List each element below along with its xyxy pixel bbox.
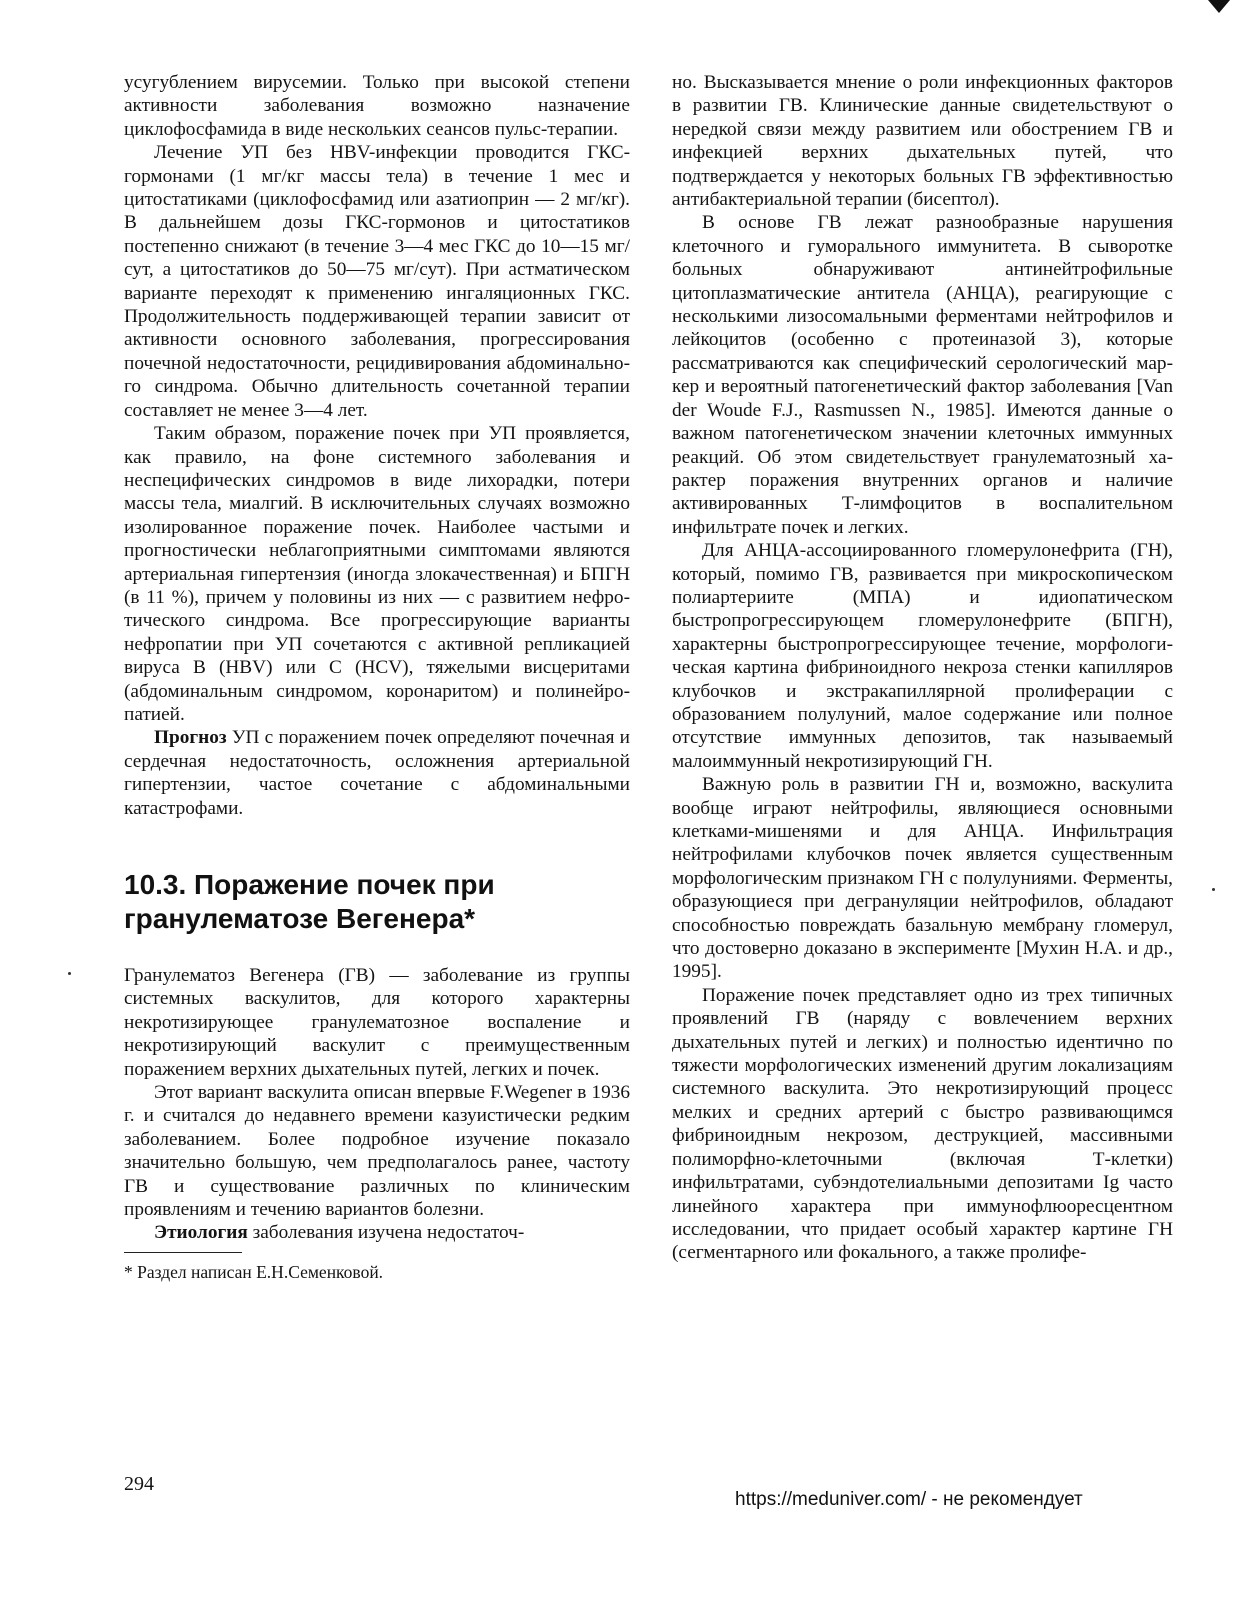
paragraph: Поражение почек представляет одно из трех типичных проявлений ГВ (наряду с вовлечением верхних дыхательных путей и легких) и полностью идентично по тяжести морфологических изменений другим локализациям системного васкулита. Это некротизирующий процесс мелких и средних артерий с быстро развивающимся фибриноидным некрозом, деструкцией, массивными полиморфно-клеточными (включая Т-клетки) инфильтратами, субэндотелиальными депозитами Ig часто линейного характера при иммунофлюоресцентном исследовании, что придает особый характер картине ГН (сегментарного или фокального, а также пролифе- xyxy=(672,984,1173,1264)
watermark-link[interactable]: https://meduniver.com/ - не рекомендует xyxy=(735,1489,1083,1510)
paragraph-etiology xyxy=(124,1221,630,1244)
paragraph-text: заболевания изучена недостаточ- xyxy=(247,1222,525,1244)
paragraph: В основе ГВ лежат разнообразные нарушения клеточного и гуморального иммунитета. В сыворотке больных обнаруживают антинейтрофильные цитоплазматические антитела (АНЦА), реагирующие с несколькими лизосомальными ферментами нейтрофилов и лейкоцитов (особенно с протеиназой 3), которые рассматриваются как специфический серологический маркер и вероятный патогенетический фактор заболевания [Van der Woude F.J., Rasmussen N., 1985]. Имеются данные о важном патогенетическом значении клеточных иммунных реакций. Об этом свидетельствует гранулематозный характер поражения внутренних органов и наличие активированных Т-лимфоцитов в воспалительном инфильтрате почек и легких. xyxy=(672,212,1173,538)
paragraph: усугублением вирусемии. Только при высокой степени активности заболевания возможно назначение циклофосфамида в виде нескольких сеансов пульс-терапии. xyxy=(124,72,630,140)
section-heading xyxy=(124,868,630,936)
paragraph: но. Высказывается мнение о роли инфекционных факторов в развитии ГВ. Клинические данные свидетельствуют о нередкой связи между развитием или обострением ГВ и инфекцией верхних дыхательных путей, что подтверждается у некоторых больных ГВ эффективностью антибактериальной терапии (бисептол). xyxy=(672,72,1173,211)
page-number: 294 xyxy=(124,1473,154,1495)
paragraph: Важную роль в развитии ГН и, возможно, васкулита вообще играют нейтрофилы, являющиеся основными клетками-мишенями и для АНЦА. Инфильтрация нейтрофилами клубочков почек является существенным морфологическим признаком ГН с полулуниями. Ферменты, образующиеся при дегрануляции нейтрофилов, обладают способностью повреждать базальную мембрану гломерул, что достоверно доказано в эксперименте [Мухин Н.А. и др., 1995]. xyxy=(672,774,1173,983)
paragraph-prognosis xyxy=(124,726,630,820)
left-column xyxy=(124,71,630,1283)
paragraph-text: УП с поражением почек определяют почечная и сердечная недостаточность, осложнения артериальной гипертензии, частое сочетание с абдоминальными катастрофами. xyxy=(124,727,630,819)
scan-speck xyxy=(68,972,71,975)
paragraph: Этот вариант васкулита описан впервые F.Wegener в 1936 г. и считался до недавнего времени казуистически редким заболеванием. Более подробное изучение показало значительно большую, чем предполагалось ранее, частоту ГВ и существование различных по клиническим проявлениям и течению вариантов болезни. xyxy=(124,1082,630,1221)
run-in-heading: Прогноз xyxy=(154,727,227,749)
paragraph: Лечение УП без HBV-инфекции проводится ГКС-гормонами (1 мг/кг массы тела) в течение 1 мес и цитостатиками (циклофосфамид или азатиоприн — 2 мг/кг). В дальнейшем дозы ГКС-гормонов и цитостатиков постепенно снижают (в течение 3—4 мес ГКС до 10—15 мг/сут, а цитостатиков до 50—75 мг/сут). При астматическом варианте переходят к применению ингаляционных ГКС. Продолжительность поддерживающей терапии зависит от активности основного заболевания, прогрессирования почечной недостаточности, рецидивирования абдоминального синдрома. Обычно длительность сочетанной терапии составляет не менее 3—4 лет. xyxy=(124,142,630,421)
corner-scan-mark xyxy=(1208,0,1230,13)
section-heading-line: 10.3. Поражение почек при xyxy=(124,869,495,900)
section-heading-line: гранулематозе Вегенера* xyxy=(124,903,476,934)
scan-speck xyxy=(1212,888,1215,891)
paragraph: Для АНЦА-ассоциированного гломерулонефрита (ГН), который, помимо ГВ, развивается при микроскопическом полиартериите (МПА) и идиопатическом быстропрогрессирующем гломерулонефрите (БПГН), характерны быстропрогрессирующее течение, морфологическая картина фибриноидного некроза стенки капилляров клубочков и экстракапиллярной пролиферации с образованием полулуний, малое содержание или полное отсутствие иммунных депозитов, так называемый малоиммунный некротизирующий ГН. xyxy=(672,540,1173,772)
right-column xyxy=(672,71,1173,1265)
paragraph: Таким образом, поражение почек при УП проявляется, как правило, на фоне системного заболевания и неспецифических синдромов в виде лихорадки, потери массы тела, миалгий. В исключительных случаях возможно изолированное поражение почек. Наиболее частыми и прогностически неблагоприятными симптомами являются артериальная гипертензия (иногда злокачественная) и БПГН (в 11 %), причем у половины из них — с развитием нефротического синдрома. Все прогрессирующие варианты нефропатии при УП сочетаются с активной репликацией вируса В (HBV) или С (HCV), тяжелыми висцеритами (абдоминальным синдромом, коронаритом) и полинейропатией. xyxy=(124,423,630,725)
run-in-heading: Этиология xyxy=(154,1222,248,1244)
footnote: * Раздел написан Е.Н.Семенковой. xyxy=(124,1261,384,1282)
paragraph: Гранулематоз Вегенера (ГВ) — заболевание из группы системных васкулитов, для которого характерны некротизирующее гранулематозное воспаление и некротизирующий васкулит с преимущественным поражением верхних дыхательных путей, легких и почек. xyxy=(124,965,630,1080)
footnote-rule xyxy=(124,1252,242,1253)
